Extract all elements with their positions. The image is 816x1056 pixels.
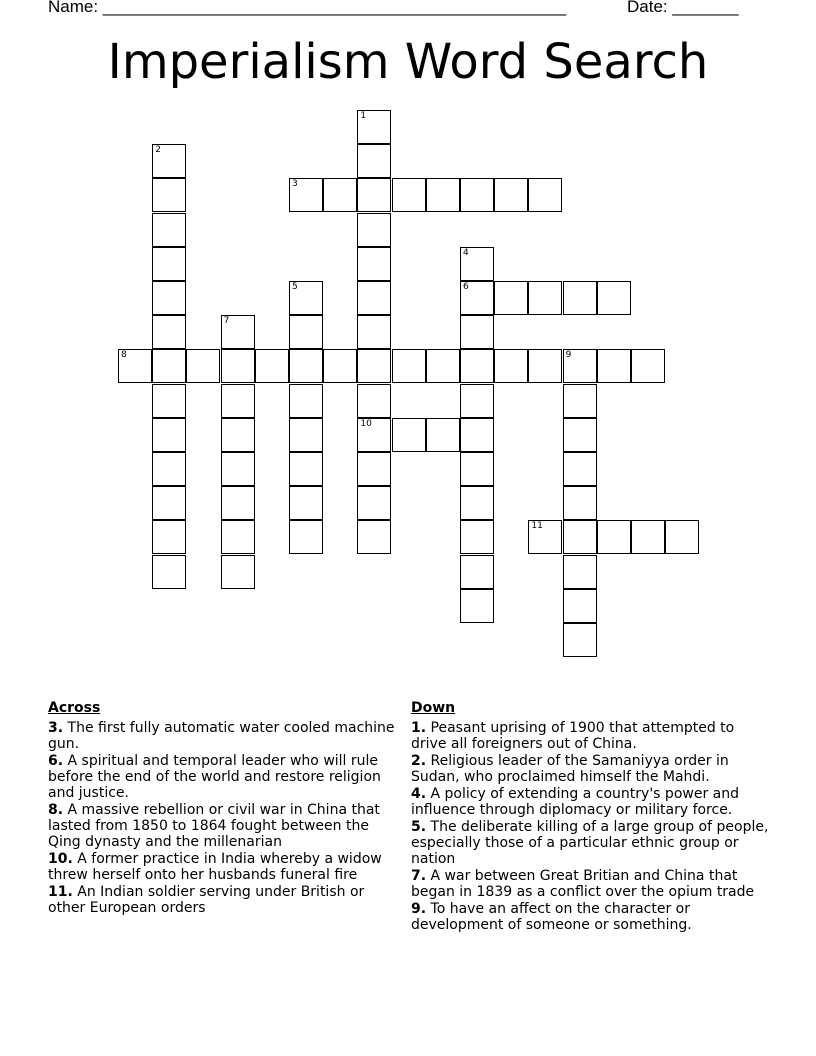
- crossword-cell[interactable]: [289, 315, 323, 349]
- crossword-cell[interactable]: [255, 349, 289, 383]
- across-clue: [48, 802, 400, 850]
- crossword-cell[interactable]: [152, 281, 186, 315]
- crossword-cell[interactable]: [289, 384, 323, 418]
- clue-number: 3.: [48, 720, 64, 736]
- across-clue: [48, 753, 400, 801]
- down-clue: [411, 720, 773, 752]
- crossword-cell[interactable]: [460, 349, 494, 383]
- crossword-cell[interactable]: [494, 281, 528, 315]
- crossword-cell[interactable]: [221, 349, 255, 383]
- crossword-cell[interactable]: [357, 178, 391, 212]
- cell-number: 11: [531, 521, 543, 532]
- crossword-cell[interactable]: [357, 247, 391, 281]
- crossword-cell[interactable]: [221, 555, 255, 589]
- clue-text: An Indian soldier serving under British or other European orders: [48, 884, 365, 916]
- clue-number: 6.: [48, 753, 64, 769]
- clue-text: A policy of extending a country's power and influence through diplomacy or military force.: [411, 786, 739, 818]
- crossword-cell[interactable]: [221, 384, 255, 418]
- crossword-cell[interactable]: [597, 349, 631, 383]
- crossword-cell[interactable]: [563, 589, 597, 623]
- crossword-cell[interactable]: [289, 486, 323, 520]
- clue-number: 2.: [411, 753, 427, 769]
- crossword-cell[interactable]: [392, 178, 426, 212]
- across-clues: [48, 700, 400, 917]
- crossword-cell[interactable]: [152, 349, 186, 383]
- crossword-cell[interactable]: [563, 555, 597, 589]
- crossword-cell[interactable]: [118, 349, 152, 383]
- crossword-cell[interactable]: [323, 178, 357, 212]
- crossword-cell[interactable]: [221, 315, 255, 349]
- crossword-cell[interactable]: [221, 452, 255, 486]
- crossword-cell[interactable]: [152, 178, 186, 212]
- crossword-cell[interactable]: [528, 349, 562, 383]
- crossword-cell[interactable]: [528, 520, 562, 554]
- crossword-cell[interactable]: [460, 555, 494, 589]
- crossword-cell[interactable]: [494, 349, 528, 383]
- crossword-cell[interactable]: [357, 213, 391, 247]
- crossword-cell[interactable]: [152, 486, 186, 520]
- crossword-cell[interactable]: [460, 315, 494, 349]
- crossword-cell[interactable]: [528, 281, 562, 315]
- crossword-cell[interactable]: [152, 384, 186, 418]
- crossword-cell[interactable]: [563, 418, 597, 452]
- down-clue: [411, 901, 773, 933]
- crossword-cell[interactable]: [460, 589, 494, 623]
- clue-text: A massive rebellion or civil war in China that lasted from 1850 to 1864 fought between the Qing dynasty and the millenarian: [48, 802, 380, 850]
- crossword-cell[interactable]: [392, 349, 426, 383]
- cell-number: 7: [223, 316, 230, 327]
- crossword-cell[interactable]: [152, 315, 186, 349]
- cell-number: 9: [565, 350, 572, 361]
- crossword-cell[interactable]: [221, 520, 255, 554]
- crossword-cell[interactable]: [426, 349, 460, 383]
- crossword-cell[interactable]: [152, 247, 186, 281]
- cell-number: 8: [121, 350, 127, 361]
- clue-number: 11.: [48, 884, 73, 900]
- crossword-cell[interactable]: [460, 486, 494, 520]
- clue-text: To have an affect on the character or development of someone or something.: [411, 901, 692, 933]
- clue-number: 4.: [411, 786, 427, 802]
- across-clue: [48, 720, 400, 752]
- crossword-cell[interactable]: [357, 144, 391, 178]
- cell-number: 6: [463, 282, 469, 292]
- crossword-cell[interactable]: [460, 247, 494, 281]
- crossword-cell[interactable]: [186, 349, 220, 383]
- crossword-cell[interactable]: [289, 418, 323, 452]
- crossword-cell[interactable]: [357, 110, 391, 144]
- down-clue: [411, 753, 773, 785]
- clue-text: The first fully automatic water cooled machine gun.: [48, 720, 395, 752]
- across-clue: [48, 851, 400, 883]
- crossword-cell[interactable]: [392, 418, 426, 452]
- crossword-cell[interactable]: [631, 349, 665, 383]
- crossword-cell[interactable]: [357, 486, 391, 520]
- name-field-line[interactable]: Name: _________________________________________________: [48, 0, 567, 16]
- down-clues: [411, 700, 773, 934]
- crossword-cell[interactable]: [289, 281, 323, 315]
- crossword-cell[interactable]: [289, 178, 323, 212]
- crossword-cell[interactable]: [563, 452, 597, 486]
- cell-number: 4: [463, 247, 469, 258]
- crossword-cell[interactable]: [289, 520, 323, 554]
- crossword-cell[interactable]: [357, 384, 391, 418]
- down-clue: [411, 819, 773, 867]
- clue-text: A war between Great Britian and China that began in 1839 as a conflict over the opium trade: [411, 868, 755, 900]
- clue-number: 7.: [411, 868, 427, 884]
- across-clue: [48, 884, 400, 916]
- crossword-cell[interactable]: [563, 520, 597, 554]
- clue-text: Religious leader of the Samaniyya order in Sudan, who proclaimed himself the Mahdi.: [411, 753, 729, 785]
- crossword-cell[interactable]: [289, 452, 323, 486]
- crossword-cell[interactable]: [460, 452, 494, 486]
- crossword-cell[interactable]: [152, 213, 186, 247]
- crossword-cell[interactable]: [426, 178, 460, 212]
- down-clue: [411, 868, 773, 900]
- crossword-cell[interactable]: [357, 315, 391, 349]
- crossword-cell[interactable]: [460, 281, 494, 315]
- crossword-cell[interactable]: [221, 486, 255, 520]
- clue-number: 1.: [411, 720, 427, 736]
- clue-number: 5.: [411, 819, 427, 835]
- date-field-line[interactable]: Date: _______: [627, 0, 739, 16]
- crossword-cell[interactable]: [357, 281, 391, 315]
- crossword-cell[interactable]: [289, 349, 323, 383]
- crossword-cell[interactable]: [460, 418, 494, 452]
- crossword-cell[interactable]: [563, 384, 597, 418]
- crossword-cell[interactable]: [665, 520, 699, 554]
- cell-number: 10: [360, 418, 372, 429]
- clue-number: 8.: [48, 802, 64, 818]
- crossword-cell[interactable]: [460, 520, 494, 554]
- crossword-cell[interactable]: [631, 520, 665, 554]
- crossword-cell[interactable]: [357, 418, 391, 452]
- clue-text: The deliberate killing of a large group of people, especially those of a particular ethnic group or nation: [411, 819, 769, 867]
- crossword-cell[interactable]: [323, 349, 357, 383]
- across-heading: Across: [48, 700, 101, 716]
- cell-number: 2: [155, 145, 161, 156]
- clue-text: Peasant uprising of 1900 that attempted to drive all foreigners out of China.: [411, 720, 735, 752]
- crossword-cell[interactable]: [152, 144, 186, 178]
- cell-number: 5: [292, 282, 298, 292]
- down-heading: Down: [411, 700, 456, 716]
- crossword-cell[interactable]: [426, 418, 460, 452]
- crossword-cell[interactable]: [152, 452, 186, 486]
- crossword-cell[interactable]: [563, 349, 597, 383]
- crossword-cell[interactable]: [152, 418, 186, 452]
- crossword-cell[interactable]: [221, 418, 255, 452]
- crossword-cell[interactable]: [152, 555, 186, 589]
- clue-number: 10.: [48, 851, 73, 867]
- crossword-cell[interactable]: [357, 349, 391, 383]
- cell-number: 3: [292, 179, 298, 190]
- crossword-cell[interactable]: [152, 520, 186, 554]
- cell-number: 1: [360, 111, 367, 121]
- down-clue: [411, 786, 773, 818]
- crossword-cell[interactable]: [357, 452, 391, 486]
- page-title: Imperialism Word Search: [107, 34, 709, 90]
- crossword-cell[interactable]: [494, 178, 528, 212]
- crossword-cell[interactable]: [597, 520, 631, 554]
- crossword-cell[interactable]: [597, 281, 631, 315]
- crossword-cell[interactable]: [460, 384, 494, 418]
- crossword-cell[interactable]: [528, 178, 562, 212]
- clue-number: 9.: [411, 901, 427, 917]
- crossword-cell[interactable]: [460, 178, 494, 212]
- crossword-cell[interactable]: [563, 486, 597, 520]
- clue-text: A former practice in India whereby a widow threw herself onto her husbands funeral fire: [48, 851, 382, 883]
- crossword-cell[interactable]: [563, 281, 597, 315]
- crossword-cell[interactable]: [563, 623, 597, 657]
- crossword-cell[interactable]: [357, 520, 391, 554]
- clue-text: A spiritual and temporal leader who will rule before the end of the world and restore religion and justice.: [48, 753, 381, 801]
